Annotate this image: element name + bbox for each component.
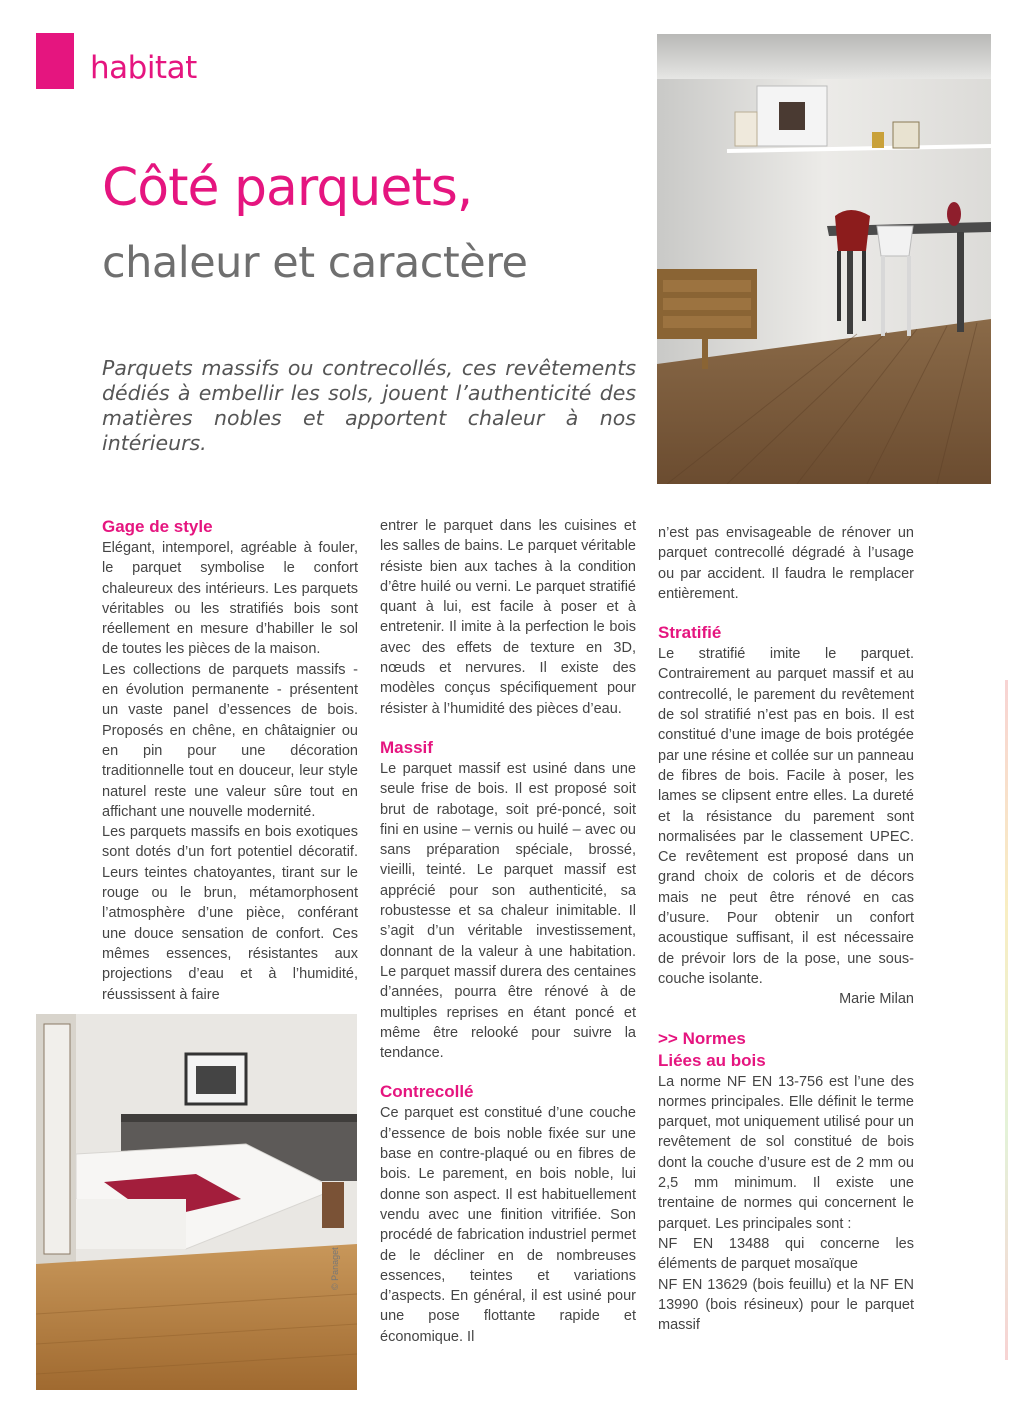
author-signature: Marie Milan [839,991,914,1008]
paragraph: Les parquets massifs en bois exotiques sont dotés d’un fort potentiel décoratif. Leurs teintes chatoyantes, tirant sur le rouge ou le brun, métamorphosent l’atmosphère d’une pièce, conférant une douce sensation de confort. Ces mêmes essences, résistantes aux projections d’eau et à l’humidité, réussissent à faire [102,824,358,1003]
section-label: habitat [90,50,197,86]
article-intro: Parquets massifs ou contrecollés, ces revêtements dédiés à embellir les sols, jouent l’authenticité des matières nobles et apportent chaleur à nos intérieurs. [102,356,636,455]
photo-credit: © Panaget [330,1247,340,1290]
bedroom-photo [36,1014,357,1390]
paragraph: Le parquet massif est usiné dans une seule frise de bois. Il est proposé soit brut de rabotage, soit pré-poncé, soit fini en usine – vernis ou huilé – avec ou sans préparation spéciale, brossé, vieilli, teinté. Le parquet massif est apprécié pour son authenticité, sa robustesse et sa chaleur inimitable. Il s’agit d’un véritable investissement, donnant de la valeur à une habitation. Le parquet massif durera des centaines d’années, pourra être rénové à de multiples reprises en étant poncé et même être relooké pour suivre la tendance. [380,760,636,1062]
heading-stratifie: Stratifié [658,623,722,643]
section-color-tab [36,33,74,89]
article-column-2 [380,516,636,1347]
paragraph: NF EN 13629 (bois feuillu) et la NF EN 13990 (bois résineux) pour le parquet massif [658,1276,914,1334]
paragraph: NF EN 13488 qui concerne les éléments de parquet mosaïque [658,1235,914,1273]
heading-contrecolle: Contrecollé [380,1082,474,1102]
dining-room-photo [657,34,991,484]
article-column-3 [658,523,914,1335]
heading-normes: >> Normes [658,1028,746,1048]
paragraph: Elégant, intemporel, agréable à fouler, le parquet symbolise le confort chaleureux des intérieurs. Les parquets véritables ou les stratifiés bois sont réellement en mesure d’habiller le sol de toutes les pièces de la maison. [102,540,358,658]
article-column-1 [102,516,358,1005]
paragraph: Ce parquet est constitué d’une couche d’essence de bois noble fixée sur une base en contre-plaqué ou en fibres de bois. Le parement, en bois noble, lui donne son aspect. Il est habituellement vendu avec une finition vitrifiée. Son procédé de fabrication industriel permet de le décliner en de nombreuses essences, teintes et variations d’aspects. En général, il est usiné pour une pose flottante rapide et économique. Il [380,1105,636,1345]
paragraph: Le stratifié imite le parquet. Contrairement au parquet massif et au contrecollé, le parement du revêtement de sol stratifié n’est pas en bois. Il est constitué d’une image de bois protégée par une résine et collée sur un panneau de fibres de bois. Facile à poser, les lames se clipsent entre elles. La dureté et la résistance du parement sont normalisées par le classement UPEC. Ce revêtement est proposé dans un grand choix de coloris et de décors mais ne peut être rénové en cas d’usure. Pour obtenir un confort acoustique suffisant, il est nécessaire de prévoir lors de la pose, une sous-couche isolante. [658,646,914,987]
page-edge-decoration [1005,680,1008,1360]
paragraph: Les collections de parquets massifs - en évolution permanente - présentent un vaste panel d’essences de bois. Proposés en chêne, en châtaignier ou en pin pour une décoration traditionnelle tout en douceur, leur style naturel reste une valeur sûre tout en affichant une nouvelle modernité. [102,661,358,820]
paragraph: n’est pas envisageable de rénover un parquet contrecollé dégradé à l’usage ou par accident. Il faudra le remplacer entièrement. [658,525,914,602]
heading-normes-sub: Liées au bois [658,1050,766,1070]
paragraph: La norme NF EN 13-756 est l’une des normes principales. Elle définit le terme parquet, mot uniquement utilisé pour un revêtement de sol constitué de bois dont la couche d’usure est de 2 mm ou 2,5 mm minimum. Il existe une trentaine de normes qui concernent le parquet. Les principales sont : [658,1073,914,1232]
heading-gage-de-style: Gage de style [102,517,213,536]
article-title: Côté parquets, [102,158,473,218]
heading-massif: Massif [380,737,433,757]
article-subtitle: chaleur et caractère [102,238,528,288]
paragraph: entrer le parquet dans les cuisines et les salles de bains. Le parquet véritable résiste bien aux taches à la condition d’être huilé ou verni. Le parquet stratifié quant à lui, est facile à poser et à entretenir. Il imite à la perfection le bois avec des effets de texture en 3D, nœuds et nervures. Il existe des modèles conçus spécifiquement pour résister à l’humidité des pièces d’eau. [380,518,636,717]
